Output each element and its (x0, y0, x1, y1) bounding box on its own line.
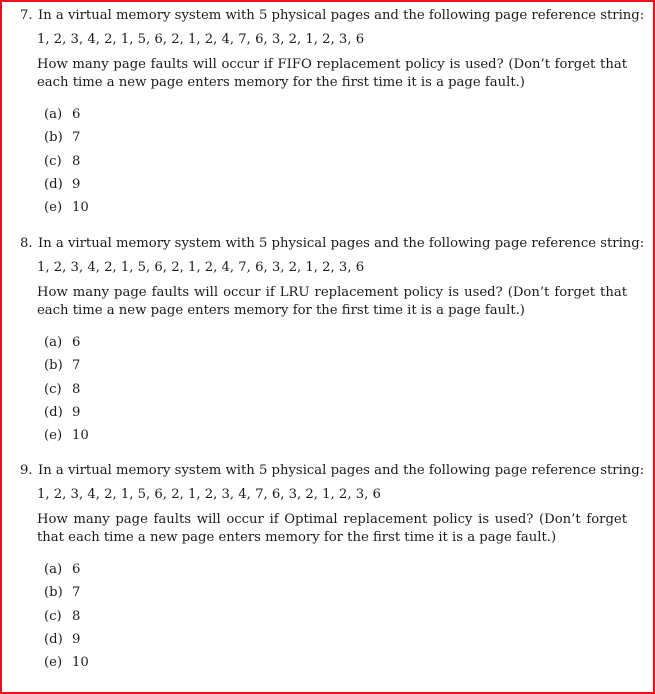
option-value: 8 (72, 381, 81, 397)
option-d[interactable] (44, 176, 89, 199)
option-letter: (b) (44, 585, 63, 601)
option-c[interactable] (44, 153, 89, 176)
option-c[interactable] (44, 608, 89, 631)
question-intro: In a virtual memory system with 5 physical pages and the following page reference string: (38, 463, 645, 478)
option-c[interactable] (44, 381, 89, 404)
option-value: 6 (72, 562, 81, 577)
question-prompt: How many page faults will occur if Optimal replacement policy is used? (Don’t forget that each time a new page enters memory for the first time it is a page fault.) (37, 512, 627, 545)
option-letter: (a) (44, 562, 63, 577)
option-letter: (b) (44, 358, 63, 374)
option-e[interactable] (44, 427, 89, 450)
option-letter: (c) (44, 381, 62, 397)
option-value: 8 (72, 608, 81, 624)
question-number: 7. (20, 8, 33, 23)
question-header (20, 235, 645, 253)
option-value: 6 (72, 335, 81, 350)
reference-string: 1, 2, 3, 4, 2, 1, 5, 6, 2, 1, 2, 3, 4, 7, 6, 3, 2, 1, 2, 3, 6 (37, 487, 381, 502)
option-value: 8 (72, 153, 81, 169)
option-value: 9 (72, 404, 81, 420)
question-intro: In a virtual memory system with 5 physical pages and the following page reference string: (38, 8, 645, 23)
reference-string: 1, 2, 3, 4, 2, 1, 5, 6, 2, 1, 2, 4, 7, 6, 3, 2, 1, 2, 3, 6 (37, 260, 365, 275)
option-letter: (b) (44, 130, 63, 146)
option-a[interactable] (44, 561, 89, 584)
option-value: 10 (72, 428, 89, 444)
option-value: 7 (72, 130, 81, 146)
question-number: 9. (20, 463, 33, 478)
option-e[interactable] (44, 199, 89, 222)
option-letter: (d) (44, 404, 63, 420)
option-a[interactable] (44, 106, 89, 129)
reference-string: 1, 2, 3, 4, 2, 1, 5, 6, 2, 1, 2, 4, 7, 6, 3, 2, 1, 2, 3, 6 (37, 32, 365, 47)
option-value: 10 (72, 200, 89, 216)
option-value: 10 (72, 655, 89, 671)
answer-options (44, 106, 89, 222)
answer-options (44, 561, 89, 677)
option-b[interactable] (44, 357, 89, 380)
question-number: 8. (20, 236, 33, 251)
option-b[interactable] (44, 129, 89, 152)
option-b[interactable] (44, 584, 89, 607)
question-header (20, 462, 645, 480)
option-letter: (e) (44, 200, 63, 216)
option-value: 9 (72, 176, 81, 192)
question-prompt: How many page faults will occur if FIFO replacement policy is used? (Don’t forget that each time a new page enters memory for the first time it is a page fault.) (37, 57, 627, 90)
option-d[interactable] (44, 404, 89, 427)
option-value: 7 (72, 358, 81, 374)
question-prompt: How many page faults will occur if LRU replacement policy is used? (Don’t forget that each time a new page enters memory for the first time it is a page fault.) (37, 285, 627, 318)
option-letter: (e) (44, 428, 63, 444)
option-value: 6 (72, 107, 81, 122)
option-letter: (e) (44, 655, 63, 671)
option-letter: (a) (44, 335, 63, 350)
option-a[interactable] (44, 334, 89, 357)
option-letter: (c) (44, 608, 62, 624)
answer-options (44, 334, 89, 450)
option-letter: (d) (44, 631, 63, 647)
question-header (20, 7, 645, 25)
option-value: 9 (72, 631, 81, 647)
question-intro: In a virtual memory system with 5 physical pages and the following page reference string: (38, 236, 645, 251)
option-value: 7 (72, 585, 81, 601)
option-d[interactable] (44, 631, 89, 654)
option-letter: (c) (44, 153, 62, 169)
option-letter: (d) (44, 176, 63, 192)
option-letter: (a) (44, 107, 63, 122)
option-e[interactable] (44, 654, 89, 677)
